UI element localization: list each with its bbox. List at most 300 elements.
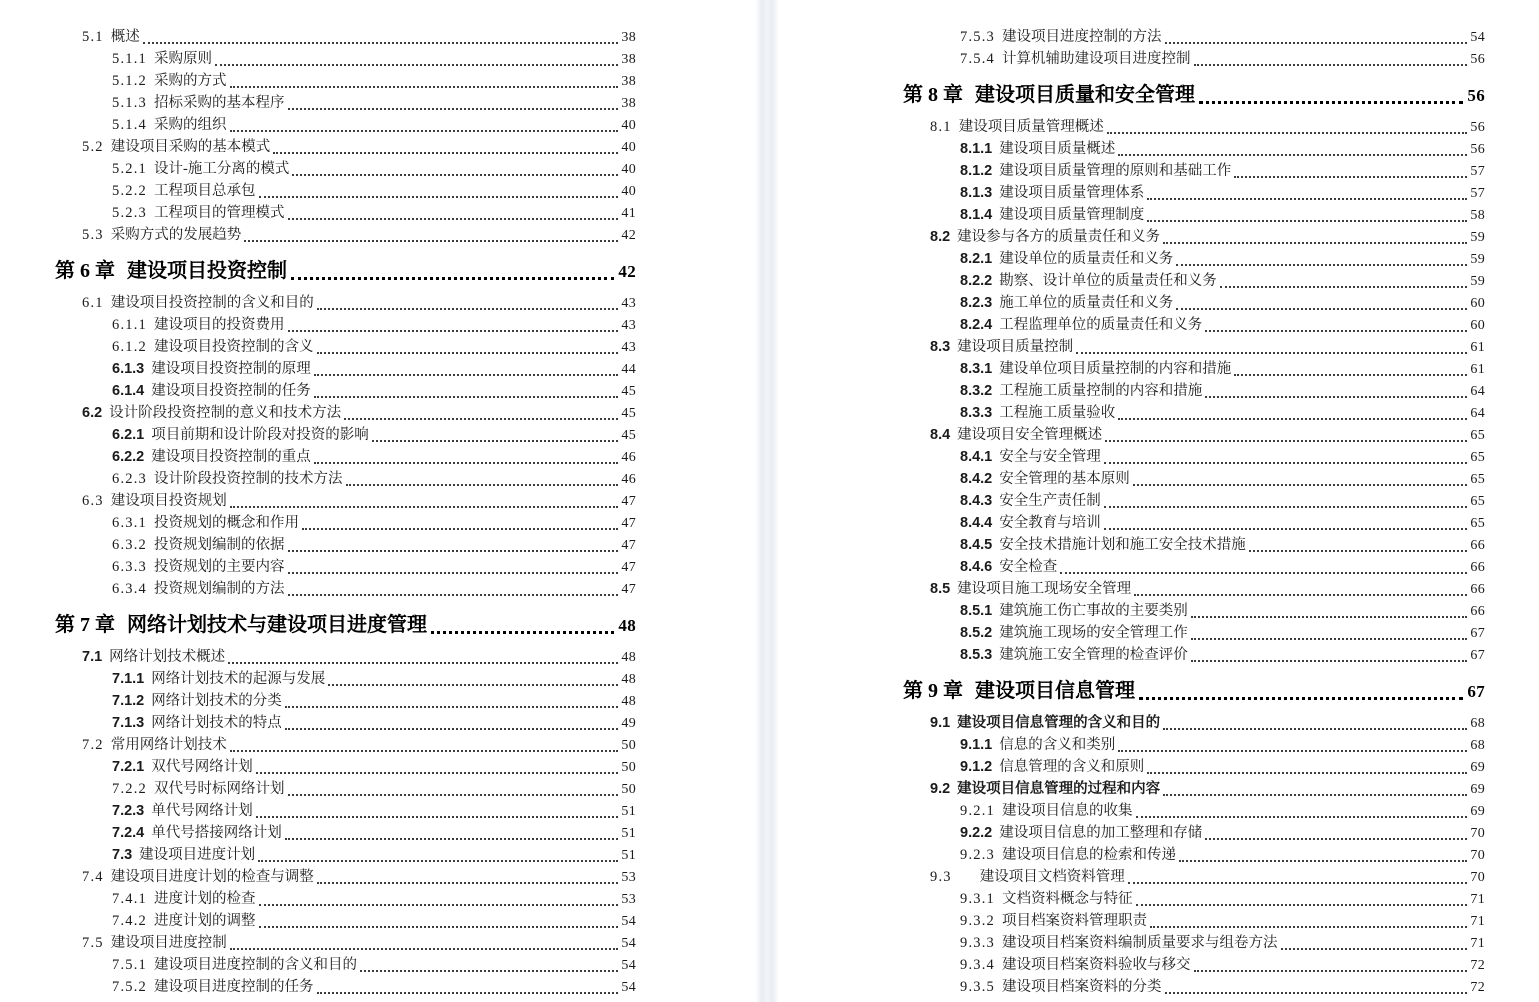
dot-leader <box>288 330 619 332</box>
dot-leader <box>372 440 619 442</box>
toc-entry-title: 建设项目投资控制的重点 <box>151 449 311 465</box>
toc-entry-title: 工程施工质量验收 <box>999 405 1116 421</box>
toc-entry-page-number: 65 <box>1470 428 1485 443</box>
toc-entry-title: 建设项目安全管理概述 <box>957 427 1103 443</box>
toc-entry-number: 7.3 <box>112 847 133 863</box>
toc-entry <box>55 446 636 468</box>
dot-leader <box>314 374 619 376</box>
toc-entry-number: 5.3 <box>82 227 104 243</box>
toc-entry-number: 9.1.1 <box>960 737 993 753</box>
toc-entry-page-number: 46 <box>621 450 636 465</box>
dot-leader <box>288 218 619 220</box>
toc-entry-number: 9.1.2 <box>960 759 993 775</box>
toc-entry <box>55 358 636 380</box>
toc-entry-title: 建筑施工伤亡事故的主要类别 <box>999 603 1188 619</box>
toc-entry-number: 8.3.3 <box>960 405 993 421</box>
toc-entry-number: 8.5.3 <box>960 647 993 663</box>
toc-entry-title: 建设项目质量控制 <box>957 339 1074 355</box>
dot-leader <box>1234 176 1467 178</box>
toc-entry-title: 建设项目投资控制的任务 <box>151 383 311 399</box>
dot-leader <box>1128 882 1468 884</box>
dot-leader <box>1179 860 1467 862</box>
toc-entry <box>903 358 1485 380</box>
toc-entry-page-number: 49 <box>621 716 636 731</box>
toc-entry-number: 8.4.2 <box>960 471 993 487</box>
toc-entry <box>55 48 636 70</box>
toc-entry-page-number: 69 <box>1470 760 1485 775</box>
toc-entry-title: 建设项目质量和安全管理 <box>975 84 1195 106</box>
toc-entry-number: 7.1.1 <box>112 671 145 687</box>
dot-leader <box>143 42 619 44</box>
toc-entry-page-number: 70 <box>1470 870 1485 885</box>
toc-entry <box>903 446 1485 468</box>
dot-leader <box>288 794 619 796</box>
toc-entry-title: 安全技术措施计划和施工安全技术措施 <box>999 537 1246 553</box>
dot-leader <box>288 108 619 110</box>
toc-entry-number: 6.2.3 <box>112 471 147 487</box>
toc-entry <box>903 622 1485 644</box>
toc-entry-number: 9.2.1 <box>960 803 995 819</box>
toc-entry-page-number: 41 <box>621 206 636 221</box>
toc-entry-number: 7.5.3 <box>960 29 995 45</box>
toc-entry <box>55 292 636 314</box>
toc-entry-title: 建设项目档案资料验收与移交 <box>1002 957 1191 973</box>
toc-entry-title: 建筑施工安全管理的检查评价 <box>999 647 1188 663</box>
toc-entry-page-number: 67 <box>1470 648 1485 663</box>
toc-entry <box>55 690 636 712</box>
toc-entry <box>55 136 636 158</box>
dot-leader <box>1076 352 1467 354</box>
toc-entry-title: 建设项目信息的加工整理和存储 <box>999 825 1203 841</box>
toc-entry-number: 9.2.2 <box>960 825 993 841</box>
toc-entry-number: 5.1.2 <box>112 73 147 89</box>
toc-entry-title: 建设项目投资控制 <box>127 260 287 282</box>
toc-entry-title: 工程项目总承包 <box>154 183 256 199</box>
toc-entry-title: 概述 <box>110 29 140 45</box>
toc-entry-page-number: 57 <box>1470 186 1485 201</box>
toc-entry-number: 8.5 <box>930 581 951 597</box>
toc-entry <box>55 756 636 778</box>
toc-entry-title: 建设项目施工现场安全管理 <box>957 581 1132 597</box>
toc-entry-page-number: 54 <box>621 936 636 951</box>
toc-entry-title: 安全与安全管理 <box>999 449 1101 465</box>
dot-leader <box>1134 594 1467 596</box>
toc-entry-title: 设计阶段投资控制的技术方法 <box>154 471 343 487</box>
toc-entry-title: 建设项目信息的收集 <box>1002 803 1133 819</box>
toc-entry <box>55 778 636 800</box>
toc-entry <box>55 578 636 600</box>
toc-entry <box>903 578 1485 600</box>
toc-entry-number: 9.3.3 <box>960 935 995 951</box>
toc-entry-number: 8.1.4 <box>960 207 993 223</box>
dot-leader <box>1107 132 1468 134</box>
toc-entry-page-number: 64 <box>1470 406 1485 421</box>
dot-leader <box>1176 264 1467 266</box>
toc-entry-page-number: 72 <box>1470 958 1485 973</box>
toc-entry-title: 项目档案资料管理职责 <box>1002 913 1147 929</box>
dot-leader <box>1118 418 1467 420</box>
toc-entry <box>903 800 1485 822</box>
dot-leader <box>1104 462 1468 464</box>
toc-entry-title: 双代号时标网络计划 <box>154 781 285 797</box>
toc-entry <box>55 954 636 976</box>
toc-entry-number: 9.2.3 <box>960 847 995 863</box>
toc-entry-title: 勘察、设计单位的质量责任和义务 <box>999 273 1217 289</box>
toc-entry-page-number: 42 <box>621 228 636 243</box>
dot-leader <box>1199 101 1463 104</box>
toc-entry-number: 6.1.1 <box>112 317 147 333</box>
toc-entry-number: 6.2.1 <box>112 427 145 443</box>
dot-leader <box>1163 242 1467 244</box>
toc-entry-number: 8.3.2 <box>960 383 993 399</box>
dot-leader <box>344 418 618 420</box>
dot-leader <box>258 860 618 862</box>
toc-entry-number: 9.1 <box>930 715 951 731</box>
toc-entry-number: 8.5.2 <box>960 625 993 641</box>
toc-entry-title: 单代号网络计划 <box>151 803 253 819</box>
toc-entry-page-number: 69 <box>1470 782 1485 797</box>
dot-leader <box>346 484 619 486</box>
toc-entry-page-number: 40 <box>621 162 636 177</box>
toc-entry-page-number: 57 <box>1470 164 1485 179</box>
toc-entry-page-number: 54 <box>1470 30 1485 45</box>
toc-entry-page-number: 56 <box>1467 86 1485 105</box>
toc-entry-page-number: 67 <box>1467 682 1485 701</box>
dot-leader <box>256 816 619 818</box>
toc-entry-title: 建设项目进度控制 <box>110 935 227 951</box>
dot-leader <box>360 970 618 972</box>
toc-entry-title: 采购方式的发展趋势 <box>110 227 242 243</box>
toc-entry-number: 8.2.1 <box>960 251 993 267</box>
page-gutter <box>755 0 779 1002</box>
toc-entry <box>55 202 636 224</box>
toc-entry-number: 8.5.1 <box>960 603 993 619</box>
toc-entry-page-number: 40 <box>621 118 636 133</box>
toc-entry-number: 6.1.2 <box>112 339 147 355</box>
toc-entry-title: 建设项目投资规划 <box>110 493 227 509</box>
dot-leader <box>328 684 618 686</box>
toc-entry-page-number: 43 <box>621 296 636 311</box>
toc-entry-number: 7.1 <box>82 649 103 665</box>
toc-entry-title: 建设单位的质量责任和义务 <box>999 251 1174 267</box>
toc-entry <box>903 160 1485 182</box>
toc-entry-page-number: 65 <box>1470 472 1485 487</box>
toc-entry-page-number: 65 <box>1470 494 1485 509</box>
toc-entry <box>55 534 636 556</box>
toc-entry <box>903 380 1485 402</box>
toc-entry-page-number: 59 <box>1470 252 1485 267</box>
toc-entry <box>55 556 636 578</box>
dot-leader <box>1165 42 1468 44</box>
dot-leader <box>1133 484 1468 486</box>
dot-leader <box>291 277 614 280</box>
toc-entry-number: 8.3.1 <box>960 361 993 377</box>
toc-entry <box>55 70 636 92</box>
toc-entry-title: 建设项目进度控制的含义和目的 <box>154 957 357 973</box>
toc-entry-title: 网络计划技术的分类 <box>151 693 282 709</box>
toc-entry-page-number: 68 <box>1470 738 1485 753</box>
toc-entry-number: 7.5 <box>82 935 104 951</box>
dot-leader <box>259 926 619 928</box>
toc-entry-title: 建设项目信息管理 <box>975 680 1135 702</box>
toc-entry <box>55 800 636 822</box>
toc-entry <box>903 932 1485 954</box>
toc-entry-number: 7.2 <box>82 737 104 753</box>
toc-entry-number: 9.3.2 <box>960 913 995 929</box>
toc-entry-number: 6.1.3 <box>112 361 145 377</box>
toc-entry-number: 7.5.1 <box>112 957 147 973</box>
toc-entry-page-number: 66 <box>1470 560 1485 575</box>
toc-entry-page-number: 59 <box>1470 230 1485 245</box>
toc-entry <box>55 114 636 136</box>
toc-entry-page-number: 40 <box>621 184 636 199</box>
toc-entry-title: 双代号网络计划 <box>151 759 253 775</box>
toc-entry-page-number: 50 <box>621 738 636 753</box>
dot-leader <box>317 352 619 354</box>
toc-entry <box>55 932 636 954</box>
dot-leader <box>431 631 614 634</box>
toc-entry-number: 第 8 章 <box>903 84 963 106</box>
toc-entry <box>903 116 1485 138</box>
toc-entry-number: 8.4.6 <box>960 559 993 575</box>
toc-entry-title: 招标采购的基本程序 <box>154 95 285 111</box>
toc-entry-number: 9.3.4 <box>960 957 995 973</box>
dot-leader <box>285 838 619 840</box>
toc-entry-number: 7.2.1 <box>112 759 145 775</box>
dot-leader <box>1060 572 1467 574</box>
toc-entry <box>55 224 636 246</box>
dot-leader <box>230 130 619 132</box>
dot-leader <box>230 86 619 88</box>
toc-entry <box>903 888 1485 910</box>
toc-entry-title: 建设项目质量管理体系 <box>999 185 1145 201</box>
toc-entry-page-number: 47 <box>621 582 636 597</box>
toc-entry-page-number: 70 <box>1470 848 1485 863</box>
toc-entry-number: 8.4 <box>930 427 951 443</box>
toc-entry-title: 建设项目质量管理概述 <box>958 119 1104 135</box>
toc-entry <box>903 644 1485 666</box>
toc-entry-page-number: 71 <box>1470 936 1485 951</box>
toc-entry-title: 建设项目进度计划 <box>139 847 256 863</box>
toc-entry-page-number: 45 <box>621 428 636 443</box>
toc-entry-number: 6.3.1 <box>112 515 147 531</box>
toc-entry <box>903 248 1485 270</box>
toc-entry <box>903 910 1485 932</box>
toc-entry-title: 施工单位的质量责任和义务 <box>999 295 1174 311</box>
toc-entry-page-number: 58 <box>1470 208 1485 223</box>
toc-entry-title: 投资规划编制的依据 <box>154 537 285 553</box>
toc-entry-page-number: 71 <box>1470 892 1485 907</box>
toc-entry-number: 5.2.3 <box>112 205 147 221</box>
toc-entry-page-number: 38 <box>621 30 636 45</box>
dot-leader <box>285 728 619 730</box>
dot-leader <box>1136 816 1468 818</box>
dot-leader <box>1249 550 1468 552</box>
toc-entry <box>903 534 1485 556</box>
toc-entry <box>55 92 636 114</box>
toc-entry-title: 计算机辅助建设项目进度控制 <box>1002 51 1191 67</box>
toc-entry-number: 8.4.1 <box>960 449 993 465</box>
toc-entry-number: 7.4.2 <box>112 913 147 929</box>
dot-leader <box>228 662 618 664</box>
toc-entry-page-number: 65 <box>1470 516 1485 531</box>
toc-entry-title: 建设项目进度控制的方法 <box>1002 29 1162 45</box>
dot-leader <box>256 772 619 774</box>
dot-leader <box>1136 904 1468 906</box>
toc-entry-number: 6.2 <box>82 405 103 421</box>
toc-entry-page-number: 56 <box>1470 52 1485 67</box>
toc-entry-title: 采购的方式 <box>154 73 227 89</box>
toc-entry-page-number: 44 <box>621 362 636 377</box>
toc-entry-page-number: 50 <box>621 782 636 797</box>
toc-entry-title: 常用网络计划技术 <box>110 737 227 753</box>
toc-entry <box>55 888 636 910</box>
toc-entry-page-number: 48 <box>621 694 636 709</box>
toc-entry-number: 7.2.3 <box>112 803 145 819</box>
toc-entry <box>55 734 636 756</box>
toc-entry-number: 7.1.2 <box>112 693 145 709</box>
toc-entry <box>903 226 1485 248</box>
toc-entry-title: 建设项目投资控制的含义 <box>154 339 314 355</box>
toc-entry <box>903 976 1485 998</box>
toc-entry-number: 7.5.2 <box>112 979 147 995</box>
toc-entry-title: 建设项目投资控制的含义和目的 <box>110 295 314 311</box>
toc-chapter-heading <box>55 256 636 286</box>
toc-entry-page-number: 61 <box>1470 340 1485 355</box>
dot-leader <box>259 196 619 198</box>
toc-entry-number: 8.4.5 <box>960 537 993 553</box>
toc-entry <box>903 556 1485 578</box>
toc-entry <box>903 734 1485 756</box>
toc-entry <box>55 424 636 446</box>
toc-entry <box>55 26 636 48</box>
dot-leader <box>1234 374 1467 376</box>
toc-entry-page-number: 47 <box>621 560 636 575</box>
toc-entry-number: 8.2.2 <box>960 273 993 289</box>
toc-entry <box>903 424 1485 446</box>
toc-entry-number: 8.1 <box>930 119 952 135</box>
toc-entry-title: 建设项目质量管理制度 <box>999 207 1145 223</box>
toc-entry-number: 5.1.3 <box>112 95 147 111</box>
toc-entry-page-number: 42 <box>618 262 636 281</box>
toc-entry-title: 建设项目档案资料编制质量要求与组卷方法 <box>1002 935 1278 951</box>
dot-leader <box>1147 772 1467 774</box>
toc-entry <box>55 490 636 512</box>
toc-entry-title: 工程项目的管理模式 <box>154 205 285 221</box>
dot-leader <box>1194 970 1468 972</box>
toc-entry-page-number: 69 <box>1470 804 1485 819</box>
dot-leader <box>1147 198 1467 200</box>
toc-entry-title: 单代号搭接网络计划 <box>151 825 282 841</box>
toc-entry-page-number: 48 <box>618 616 636 635</box>
toc-entry-title: 项目前期和设计阶段对投资的影响 <box>151 427 369 443</box>
dot-leader <box>1191 660 1468 662</box>
toc-entry <box>903 822 1485 844</box>
toc-entry <box>55 844 636 866</box>
toc-entry-number: 6.3.2 <box>112 537 147 553</box>
toc-entry-page-number: 71 <box>1470 914 1485 929</box>
toc-entry <box>903 336 1485 358</box>
dot-leader <box>1118 154 1467 156</box>
toc-entry <box>903 600 1485 622</box>
toc-entry-page-number: 43 <box>621 340 636 355</box>
toc-chapter-heading <box>903 676 1485 706</box>
toc-entry-page-number: 38 <box>621 96 636 111</box>
toc-entry-page-number: 56 <box>1470 120 1485 135</box>
toc-entry-page-number: 66 <box>1470 582 1485 597</box>
toc-entry <box>55 512 636 534</box>
dot-leader <box>1104 528 1468 530</box>
dot-leader <box>1205 396 1467 398</box>
dot-leader <box>1191 616 1468 618</box>
toc-entry-page-number: 66 <box>1470 604 1485 619</box>
dot-leader <box>288 572 619 574</box>
toc-entry <box>903 182 1485 204</box>
dot-leader <box>230 506 619 508</box>
dot-leader <box>230 948 619 950</box>
toc-entry <box>903 866 1485 888</box>
toc-entry-title: 文档资料概念与特征 <box>1002 891 1133 907</box>
dot-leader <box>215 64 618 66</box>
toc-entry-number: 8.4.3 <box>960 493 993 509</box>
toc-entry-page-number: 45 <box>621 384 636 399</box>
toc-entry-number: 8.2 <box>930 229 951 245</box>
toc-entry-page-number: 51 <box>621 848 636 863</box>
toc-entry-title: 建设项目进度计划的检查与调整 <box>110 869 314 885</box>
toc-entry-page-number: 38 <box>621 52 636 67</box>
toc-entry <box>903 402 1485 424</box>
dot-leader <box>1220 286 1468 288</box>
toc-entry <box>55 468 636 490</box>
toc-entry <box>903 712 1485 734</box>
toc-entry-number: 第 9 章 <box>903 680 963 702</box>
dot-leader <box>1205 838 1467 840</box>
dot-leader <box>1118 750 1467 752</box>
toc-entry-number: 6.3 <box>82 493 104 509</box>
toc-entry-title: 建设项目质量概述 <box>999 141 1116 157</box>
dot-leader <box>1104 506 1468 508</box>
toc-entry <box>55 336 636 358</box>
toc-entry-number: 5.2 <box>82 139 104 155</box>
toc-entry <box>903 756 1485 778</box>
dot-leader <box>244 240 618 242</box>
toc-entry-title: 安全管理的基本原则 <box>999 471 1130 487</box>
toc-entry-page-number: 38 <box>621 74 636 89</box>
toc-entry-number: 5.1.4 <box>112 117 147 133</box>
toc-entry-page-number: 54 <box>621 980 636 995</box>
dot-leader <box>288 550 619 552</box>
toc-entry-title: 网络计划技术的起源与发展 <box>151 671 326 687</box>
toc-entry-page-number: 61 <box>1470 362 1485 377</box>
toc-entry-page-number: 46 <box>621 472 636 487</box>
toc-entry <box>55 380 636 402</box>
toc-entry-title: 建设项目档案资料的分类 <box>1002 979 1162 995</box>
toc-entry-title: 建设项目信息的检索和传递 <box>1002 847 1176 863</box>
toc-entry-page-number: 70 <box>1470 826 1485 841</box>
toc-entry-title: 建设项目的投资费用 <box>154 317 285 333</box>
toc-entry <box>903 314 1485 336</box>
dot-leader <box>292 174 618 176</box>
toc-entry-number: 5.1.1 <box>112 51 147 67</box>
toc-entry <box>55 158 636 180</box>
toc-entry-title: 建设项目文档资料管理 <box>979 869 1125 885</box>
toc-entry-title: 网络计划技术概述 <box>109 649 226 665</box>
toc-entry <box>903 954 1485 976</box>
toc-entry-page-number: 56 <box>1470 142 1485 157</box>
dot-leader <box>1147 220 1467 222</box>
toc-entry-number: 5.1 <box>82 29 104 45</box>
toc-entry-title: 进度计划的调整 <box>154 913 256 929</box>
